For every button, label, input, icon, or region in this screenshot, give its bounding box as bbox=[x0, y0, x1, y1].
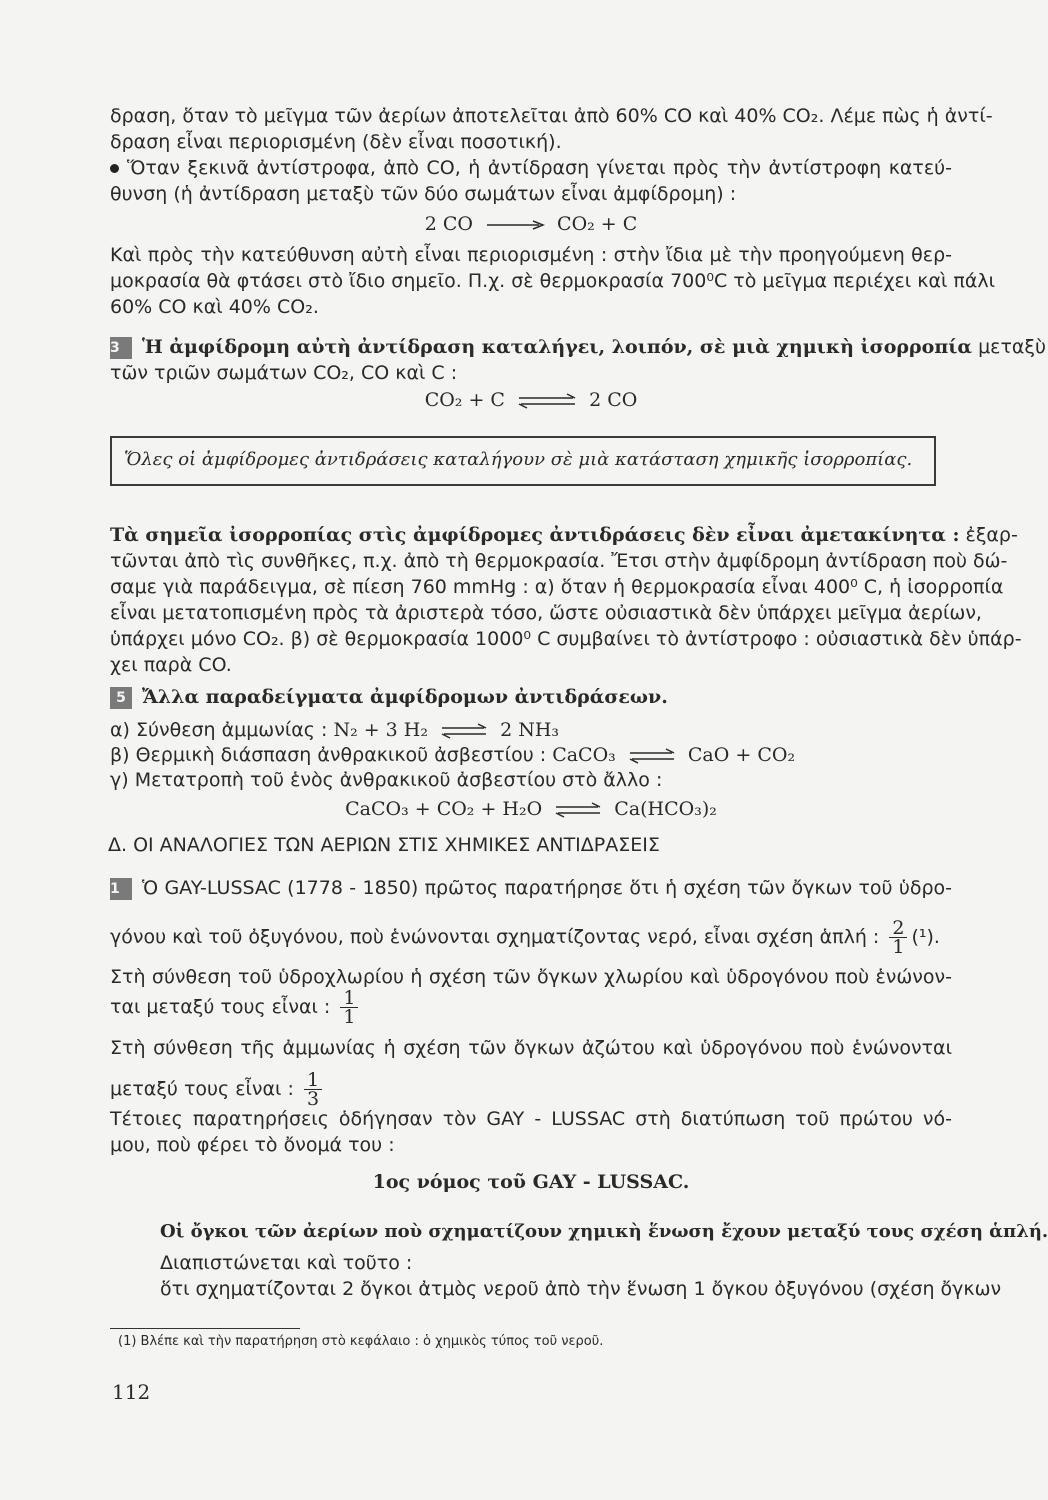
text-line: Καὶ πρὸς τὴν κατεύθυνση αὐτὴ εἶναι περιορισμένη : στὴν ἴδια μὲ τὴν προηγούμενη θερ- bbox=[110, 244, 952, 266]
text-line: μοκρασία θὰ φτάσει στὸ ἴδιο σημεῖο. Π.χ. σὲ θερμοκρασία 700⁰C τὸ μεῖγμα περιέχει καὶ πάλι bbox=[110, 270, 996, 292]
section-number-badge: 3 bbox=[110, 337, 132, 359]
text-line: γόνου καὶ τοῦ ὀξυγόνου, ποὺ ἑνώνονται σχηματίζοντας νερό, εἶναι σχέση ἁπλή : $\frac{2}{1}$ (¹). bbox=[110, 917, 940, 958]
reaction-c-label: γ) Μετατροπὴ τοῦ ἑνὸς ἀνθρακικοῦ ἀσβεστίου στὸ ἄλλο : bbox=[110, 769, 663, 791]
text-line: Τέτοιες παρατηρήσεις ὁδήγησαν τὸν GAY - LUSSAC στὴ διατύπωση τοῦ πρώτου νό- bbox=[110, 1108, 952, 1130]
text-line: θυνση (ἡ ἀντίδραση μεταξὺ τῶν δύο σωμάτων εἶναι ἀμφίδρομη) : bbox=[110, 183, 737, 205]
equilibrium-arrow-icon bbox=[554, 803, 602, 817]
text-line: 1 Ὁ GAY-LUSSAC (1778 - 1850) πρῶτος παρατήρησε ὅτι ἡ σχέση τῶν ὄγκων τοῦ ὑδρο- bbox=[110, 877, 952, 899]
bullet-icon bbox=[110, 164, 119, 173]
fraction: $\frac{2}{1}$ bbox=[889, 919, 907, 956]
reaction-c: CaCO₃ + CO₂ + H₂O Ca(HCO₃)₂ bbox=[345, 798, 717, 820]
equilibrium-arrow-icon bbox=[440, 724, 488, 738]
text-line: ται μεταξύ τους εἶναι : $\frac{1}{1}$ bbox=[110, 986, 952, 1028]
definition-box: Ὅλες οἱ ἀμφίδρομες ἀντιδράσεις καταλήγουν σὲ μιὰ κατάσταση χημικῆς ἰσορροπίας. bbox=[110, 436, 936, 486]
equation: 2 CO CO₂ + C bbox=[424, 213, 638, 235]
text-line: Στὴ σύνθεση τοῦ ὑδροχλωρίου ἡ σχέση τῶν ὄγκων χλωρίου καὶ ὑδρογόνου ποὺ ἑνώνον- bbox=[110, 966, 952, 988]
law-statement: Οἱ ὄγκοι τῶν ἀερίων ποὺ σχηματίζουν χημικὴ ἕνωση ἔχουν μεταξύ τους σχέση ἁπλή. bbox=[160, 1221, 1048, 1242]
arrow-right-icon bbox=[485, 219, 545, 231]
text-line: Διαπιστώνεται καὶ τοῦτο : bbox=[160, 1252, 413, 1274]
text-line: χει παρὰ CO. bbox=[110, 654, 232, 676]
text-line: τῶν τριῶν σωμάτων CO₂, CO καὶ C : bbox=[110, 362, 458, 384]
fraction: $\frac{1}{1}$ bbox=[340, 989, 358, 1026]
text-line: ὅτι σχηματίζονται 2 ὄγκοι ἀτμὸς νεροῦ ἀπὸ τὴν ἕνωση 1 ὄγκου ὀξυγόνου (σχέση ὄγκων bbox=[160, 1278, 1002, 1300]
equilibrium-arrow-icon bbox=[517, 394, 577, 408]
reaction-b: β) Θερμικὴ διάσπαση ἀνθρακικοῦ ἀσβεστίου : CaCO₃ CaO + CO₂ bbox=[110, 744, 796, 766]
section-3-heading: 3 Ἡ ἀμφίδρομη αὐτὴ ἀντίδραση καταλήγει, λοιπόν, σὲ μιὰ χημικὴ ἰσορροπία μεταξὺ bbox=[110, 336, 1047, 358]
section-number-badge: 1 bbox=[110, 878, 132, 900]
text-line: μεταξύ τους εἶναι : $\frac{1}{3}$ bbox=[110, 1068, 952, 1110]
text-line: δραση εἶναι περιορισμένη (δὲν εἶναι ποσοτική). bbox=[110, 131, 562, 153]
reaction-a: α) Σύνθεση ἀμμωνίας : N₂ + 3 H₂ 2 NH₃ bbox=[110, 719, 560, 741]
equilibrium-arrow-icon bbox=[628, 749, 676, 763]
text-line: μου, ποὺ φέρει τὸ ὄνομά του : bbox=[110, 1134, 395, 1156]
footnote-rule bbox=[110, 1328, 300, 1329]
page-number: 112 bbox=[112, 1380, 151, 1404]
text-line: ὑπάρχει μόνο CO₂. β) σὲ θερμοκρασία 1000⁰ C συμβαίνει τὸ ἀντίστροφο : οὐσιαστικὰ δὲν ὑπάρ- bbox=[110, 628, 1022, 650]
text-line: σαμε γιὰ παράδειγμα, σὲ πίεση 760 mmHg : α) ὅταν ἡ θερμοκρασία εἶναι 400⁰ C, ἡ ἰσορροπία bbox=[110, 576, 1004, 598]
text-line: εἶναι μετατοπισμένη πρὸς τὰ ἀριστερὰ τόσο, ὥστε οὐσιαστικὰ δὲν ὑπάρχει μεῖγμα ἀερίων, bbox=[110, 602, 982, 624]
text-line: 60% CO καὶ 40% CO₂. bbox=[110, 296, 319, 318]
equation: CO₂ + C 2 CO bbox=[424, 389, 638, 411]
text-line: τῶνται ἀπὸ τὶς συνθῆκες, π.χ. ἀπὸ τὴ θερμοκρασία. Ἔτσι στὴν ἀμφίδρομη ἀντίδραση ποὺ δώ- bbox=[110, 550, 1008, 572]
text-line: Τὰ σημεῖα ἰσορροπίας στὶς ἀμφίδρομες ἀντιδράσεις δὲν εἶναι ἀμετακίνητα : ἐξαρ- bbox=[110, 524, 1018, 546]
text-line: Στὴ σύνθεση τῆς ἀμμωνίας ἡ σχέση τῶν ὄγκων ἀζώτου καὶ ὑδρογόνου ποὺ ἑνώνονται bbox=[110, 1037, 952, 1059]
law-title: 1ος νόμος τοῦ GAY - LUSSAC. bbox=[372, 1171, 690, 1193]
text-line: Ὅταν ξεκινᾶ ἀντίστροφα, ἀπὸ CO, ἡ ἀντίδραση γίνεται πρὸς τὴν ἀντίστροφη κατεύ- bbox=[110, 155, 952, 181]
text-line: δραση, ὅταν τὸ μεῖγμα τῶν ἀερίων ἀποτελεῖται ἀπὸ 60% CO καὶ 40% CO₂. Λέμε πὼς ἡ ἀντί- bbox=[110, 105, 993, 127]
section-number-badge: 5 bbox=[110, 687, 132, 709]
section-5-heading: 5 Ἄλλα παραδείγματα ἀμφίδρομων ἀντιδράσεων. bbox=[110, 684, 952, 710]
footnote: (1) Βλέπε καὶ τὴν παρατήρηση στὸ κεφάλαιο : ὁ χημικὸς τύπος τοῦ νεροῦ. bbox=[118, 1334, 604, 1349]
section-title: Δ. ΟΙ ΑΝΑΛΟΓΙΕΣ ΤΩΝ ΑΕΡΙΩΝ ΣΤΙΣ ΧΗΜΙΚΕΣ ΑΝΤΙΔΡΑΣΕΙΣ bbox=[108, 834, 660, 856]
fraction: $\frac{1}{3}$ bbox=[304, 1071, 322, 1108]
